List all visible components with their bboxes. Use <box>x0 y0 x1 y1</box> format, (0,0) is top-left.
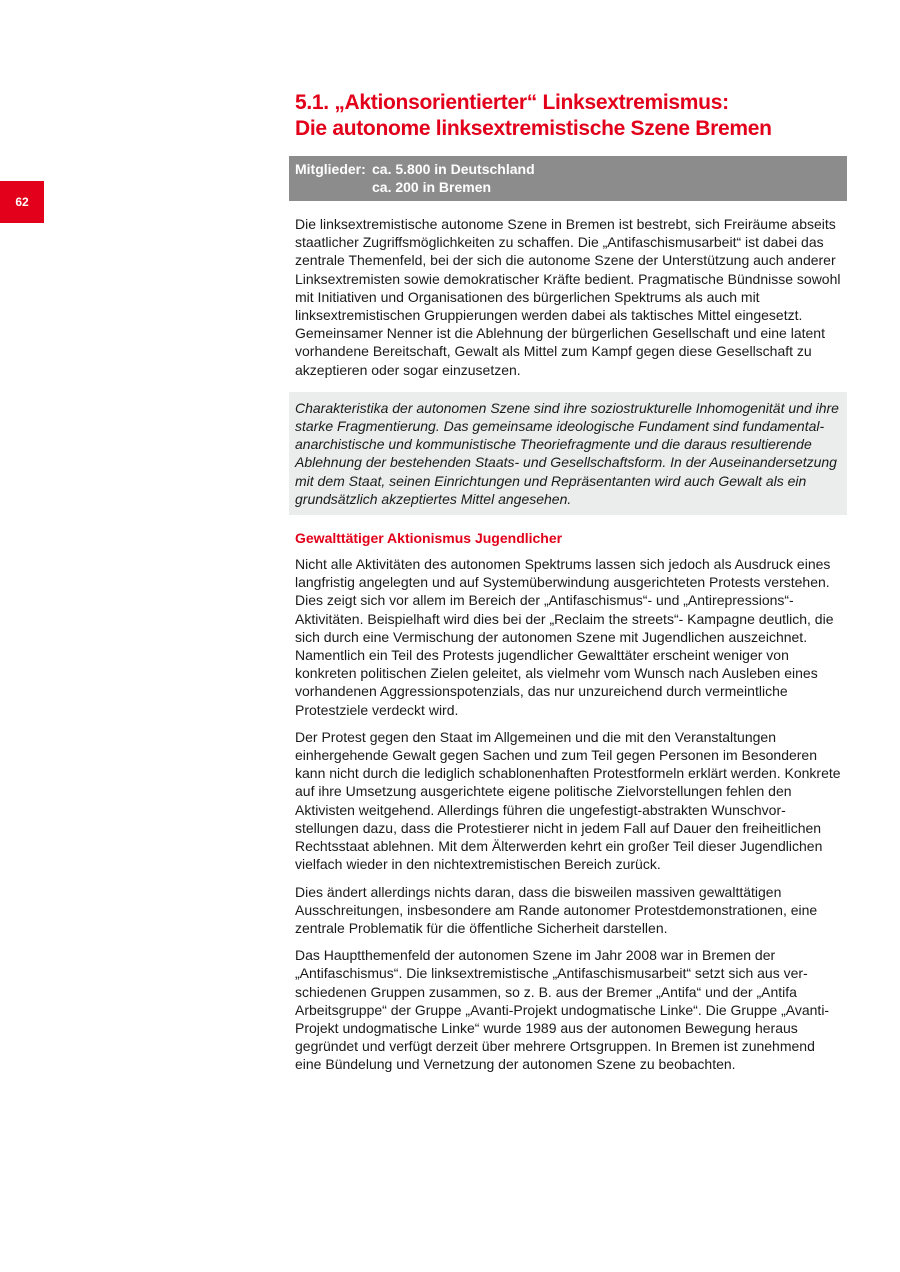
document-content <box>289 90 847 1074</box>
subheading: Gewalttätiger Aktionismus Jugendlicher <box>295 530 563 547</box>
paragraph-5: Das Hauptthemenfeld der autonomen Szene im Jahr 2008 war in Bremen der „Antifaschismus“. Die linksextremistische „Antifaschismusarbeit“ setzt sich aus verschiedenen Gruppen zusammen, so z. B. aus der Bremer „Antifa“ und der „Antifa Arbeitsgruppe“ der Gruppe „Avanti-Projekt undogmatische Linke“. Die Gruppe „Avanti-Projekt undogmatische Linke“ wurde 1989 aus der autonomen Bewegung heraus gegründet und verfügt derzeit über mehrere Ortsgruppen. In Bremen ist zunehmend eine Bündelung und Vernetzung der autonomen Szene zu beobachten. <box>295 947 830 1073</box>
members-row-germany <box>295 160 841 178</box>
paragraph-4: Dies ändert allerdings nichts daran, dass die bisweilen massiven gewalttätigen Ausschreitungen, insbesondere am Rande autonomer Protestdemonstrationen, eine zentrale Problematik für die öffentliche Sicherheit darstellen. <box>295 883 818 936</box>
section-title-line-1: 5.1. „Aktionsorientierter“ Linksextremismus: <box>295 91 729 114</box>
section-title-line-2: Die autonome linksextremistische Szene Bremen <box>295 117 772 140</box>
members-box <box>289 156 847 201</box>
page-number-tab <box>0 181 44 223</box>
members-bremen: ca. 200 in Bremen <box>372 179 492 195</box>
members-germany: ca. 5.800 in Deutschland <box>372 161 535 177</box>
members-row-bremen <box>295 178 841 196</box>
members-label: Mitglieder: <box>295 161 366 177</box>
page-number: 62 <box>15 195 29 209</box>
paragraph-3: Der Protest gegen den Staat im Allgemeinen und die mit den Veranstaltungen einhergehende Gewalt gegen Sachen und zum Teil gegen Personen im Besonderen kann nicht durch die lediglich schablonenhaften Protestformeln erklärt werden. Konkrete auf ihre Umsetzung ausgerichtete eigene politische Zielvorstellungen fehlen den Aktivisten weitgehend. Allerdings führen die ungefestigt-abstrakten Wunschvorstellungen dazu, dass die Protestierer nicht in jedem Fall auf Dauer den freiheitlichen Rechtsstaat ablehnen. Mit dem Älterwerden kehrt ein großer Teil dieser Jugendlichen vielfach wieder in den nichtextremistischen Bereich zurück. <box>295 728 841 873</box>
section-title <box>289 90 847 142</box>
highlight-box <box>289 392 847 515</box>
paragraph-2: Nicht alle Aktivitäten des autonomen Spektrums lassen sich jedoch als Ausdruck eines langfristig angelegten und auf Systemüberwindung ausgerichteten Protests verstehen. Dies zeigt sich vor allem im Bereich der „Antifaschismus“- und „Antirepressions“-Aktivitäten. Beispielhaft wird dies bei der „Reclaim the streets“- Kampagne deutlich, die sich durch eine Vermischung der autonomen Szene mit Jugendlichen auszeichnet. Namentlich ein Teil des Protests jugendlicher Gewalttäter erscheint weniger von konkreten politischen Zielen geleitet, als vielmehr vom Wunsch nach Ausleben eines vorhandenen Aggressionspotenzials, das nur unzureichend durch vermeintliche Protestziele verdeckt wird. <box>295 556 834 718</box>
paragraph-intro: Die linksextremistische autonome Szene in Bremen ist bestrebt, sich Freiräume abseits staatlicher Zugriffsmöglichkeiten zu schaffen. Die „Antifaschismusarbeit“ ist dabei das zentrale Themenfeld, bei der sich die autonome Szene der Unterstützung auch anderer Linksextremisten sowie demokratischer Kräfte bedient. Pragmatische Bündnisse sowohl mit Initiativen und Organisationen des bürgerlichen Spektrums als auch mit linksextremistischen Gruppierungen werden dabei als taktisches Mittel eingesetzt. Gemeinsamer Nenner ist die Ablehnung der bürgerlichen Gesellschaft und eine latent vorhandene Bereitschaft, Gewalt als Mittel zum Kampf gegen diese Gesellschaft zu akzeptieren oder sogar einzusetzen. <box>295 216 841 378</box>
highlight-text: Charakteristika der autonomen Szene sind ihre soziostrukturelle Inhomogenität und ihre starke Fragmentierung. Das gemeinsame ideologische Fundament sind fundamental-anarchistische und kommunistische Theoriefragmente und die daraus resultierende Ablehnung der bestehenden Staats- und Gesellschaftsform. In der Auseinandersetzung mit dem Staat, seinen Einrichtungen und Repräsentanten wird auch Gewalt als ein grundsätzlich akzeptiertes Mittel angesehen. <box>295 399 839 507</box>
